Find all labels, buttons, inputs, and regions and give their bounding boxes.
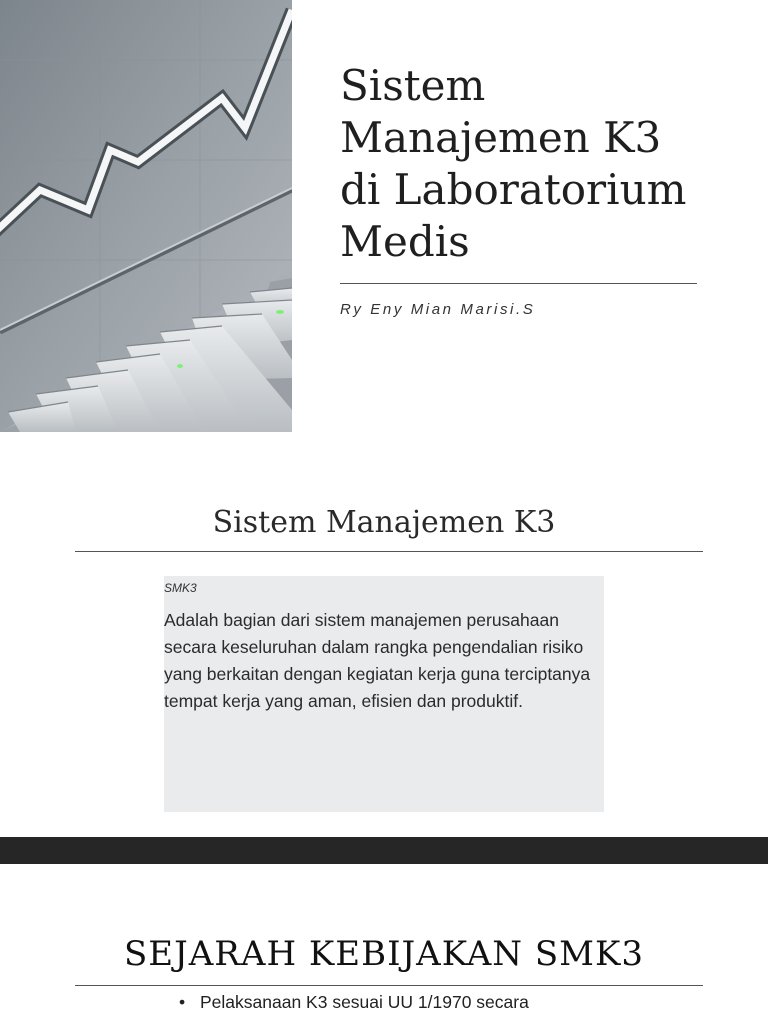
title-line: Sistem [340,61,486,110]
section-divider [75,985,703,986]
definition-card [164,576,604,812]
slide-title [0,0,768,438]
presentation-title [340,60,740,268]
bullet-list [176,990,529,1014]
title-divider [340,283,697,284]
title-line: Manajemen K3 [340,113,662,162]
section-divider [75,551,703,552]
list-item-text: Pelaksanaan K3 sesuai UU 1/1970 secara [200,992,529,1012]
card-body-text: Adalah bagian dari sistem manajemen perusahaan secara keseluruhan dalam rangka pengendalian risiko yang berkaitan dengan kegiatan kerja guna terciptanya tempat kerja yang aman, efisien dan produktif. [164,610,591,711]
list-item [176,990,529,1014]
author-name: Ry Eny Mian Marisi.S [340,301,536,318]
card-label: SMK3 [164,581,197,595]
section-title: Sistem Manajemen K3 [212,505,556,540]
title-line: di Laboratorium [340,165,687,214]
title-line: Medis [340,217,470,266]
section-title: SEJARAH KEBIJAKAN SMK3 [124,934,644,974]
slide-separator [0,837,768,864]
hero-image-stairs [0,0,292,432]
bullet-icon: • [179,992,186,1012]
stairs-growth-photo [0,0,292,432]
